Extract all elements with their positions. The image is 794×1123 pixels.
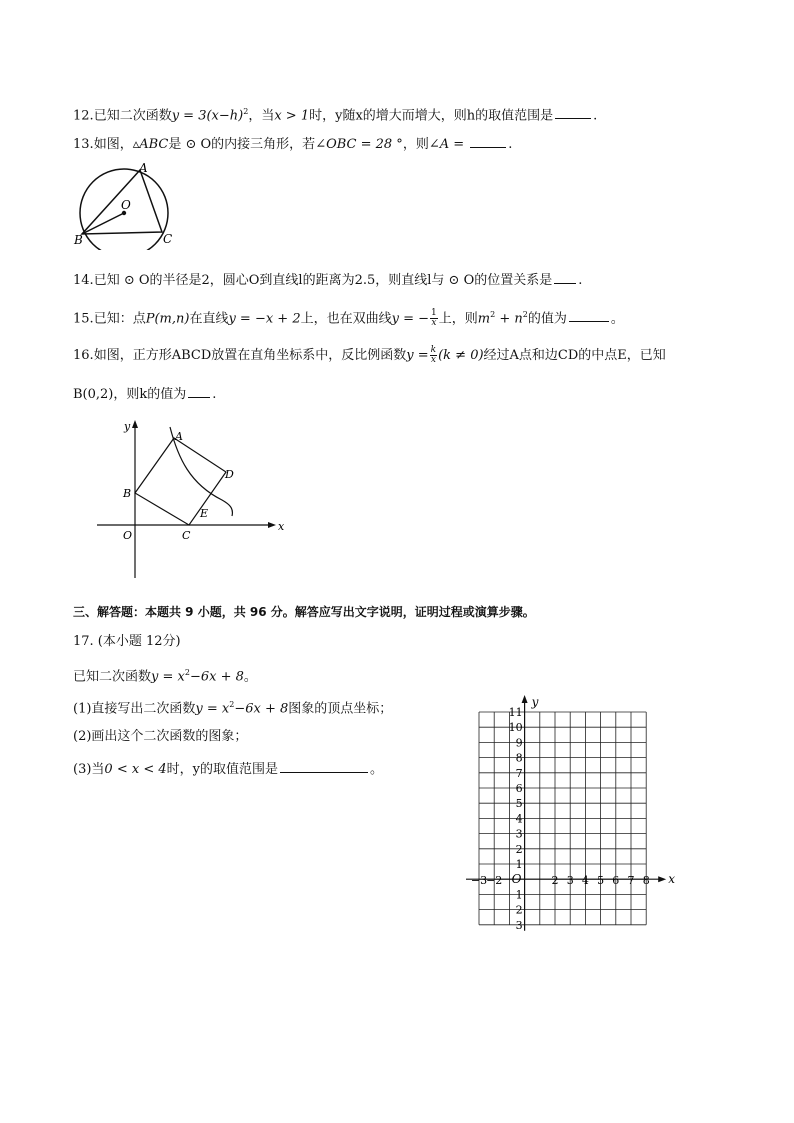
question-text: 在直线 [189, 311, 229, 327]
x-tick-label: 3 [566, 874, 574, 888]
y-tick-label: 1 [515, 888, 523, 902]
question-17-header [73, 633, 181, 651]
math-condition: 0 < x < 4 [104, 762, 167, 777]
question-14 [73, 271, 582, 290]
question-text: B(0,2)，则k的值为 [73, 387, 187, 402]
label-o: O [123, 529, 133, 542]
exponent: 2 [243, 107, 249, 116]
x-tick-label: −3 [470, 874, 488, 888]
exponent: 2 [184, 668, 190, 677]
label-o: O [121, 198, 131, 212]
math-term: m [477, 311, 491, 327]
question-number: 12. [73, 108, 94, 124]
question-15 [73, 304, 624, 330]
question-text: y随x的增大而增大，则h的取值范围是 [335, 108, 554, 124]
answer-blank[interactable] [470, 135, 506, 148]
y-arrow-icon [522, 695, 528, 703]
question-16 [73, 344, 666, 368]
y-tick-label: 8 [515, 751, 523, 765]
question-text: 已知二次函数 [93, 108, 172, 124]
question-text: 时， [309, 108, 336, 124]
fraction [430, 346, 437, 365]
y-tick-label: 1 [515, 858, 523, 871]
y-tick-label: 11 [508, 706, 523, 719]
axis-label-y: y [531, 695, 539, 709]
section-title: 三、解答题：本题共 9 小题，共 96 分。解答应写出文字说明，证明过程或演算步骤。 [73, 605, 535, 619]
question-end: . [508, 137, 513, 152]
question-number: 14. [73, 273, 94, 288]
fraction-denominator: x [430, 355, 436, 365]
math-function: y = x [151, 669, 185, 685]
x-tick-label: 2 [551, 874, 559, 888]
question-text: 已知：点 [93, 311, 146, 327]
math-angle: ∠A = [428, 137, 469, 152]
question-17-part3 [73, 760, 383, 779]
label-b: B [123, 487, 132, 500]
y-tick-label: 10 [508, 721, 523, 735]
fraction [430, 309, 438, 328]
math-line: y = −x + 2 [228, 311, 301, 327]
y-arrow-icon [132, 420, 138, 428]
y-tick-label: 2 [515, 903, 523, 917]
fraction-numerator: 1 [431, 308, 437, 319]
question-17-part2 [73, 728, 247, 746]
math-expression: y = 3(x−h) [171, 108, 244, 124]
answer-blank[interactable] [555, 106, 591, 119]
question-end: . [212, 387, 217, 402]
y-tick-label: 7 [515, 766, 523, 780]
x-arrow-icon [268, 522, 276, 528]
label-a: A [175, 430, 183, 443]
question-text: 如图，正方形ABCD放置在直角坐标系中，反比例函数 [93, 348, 407, 363]
question-text: 上，也在双曲线 [300, 311, 392, 327]
section-heading [73, 603, 535, 621]
question-text: (1)直接写出二次函数 [73, 701, 196, 717]
question-text: 如图， [93, 137, 133, 152]
question-17-part1 [73, 696, 392, 718]
exponent: 2 [229, 700, 235, 709]
y-tick-label: 4 [515, 812, 523, 826]
x-tick-label: −2 [486, 874, 503, 888]
origin-label: O [511, 872, 522, 887]
x-arrow-icon [658, 876, 666, 882]
x-tick-label: 4 [581, 874, 589, 888]
fraction-denominator: x [431, 318, 437, 329]
question-number: 16. [73, 348, 94, 363]
label-b: B [74, 233, 83, 247]
question-text: 时，y的取值范围是 [166, 762, 278, 777]
x-tick-label: 7 [627, 874, 635, 888]
question-text: 的值为 [527, 311, 567, 327]
question-text: 经过A点和边CD的中点E，已知 [483, 348, 666, 363]
y-tick-label: 9 [515, 736, 523, 750]
y-tick-label: 3 [515, 827, 523, 841]
math-hyperbola: y = − [391, 311, 430, 327]
math-point: P(m,n) [145, 311, 190, 327]
math-function: y = [406, 348, 429, 363]
math-term: + n [495, 311, 523, 327]
question-text: 上，则 [438, 311, 478, 327]
question-text: (3)当 [73, 762, 105, 777]
label-c: C [163, 232, 173, 246]
label-e: E [200, 507, 209, 520]
question-end: . [593, 108, 598, 124]
exponent: 2 [490, 310, 496, 319]
segment-ob [82, 213, 124, 234]
answer-blank[interactable] [280, 760, 368, 773]
label-a: A [139, 161, 148, 175]
question-17-stem [73, 664, 257, 686]
question-end: . [578, 273, 583, 288]
x-tick-label: 8 [642, 874, 650, 888]
question-12 [73, 103, 597, 125]
question-number: 13. [73, 137, 94, 152]
question-text: 已知二次函数 [73, 669, 152, 685]
answer-blank[interactable] [188, 385, 210, 398]
math-angle: ∠OBC = 28 ° [315, 137, 403, 152]
answer-blank[interactable] [569, 309, 609, 322]
graph-grid[interactable] [462, 694, 677, 934]
coordinate-figure [92, 418, 292, 580]
question-16-line2 [73, 385, 216, 404]
y-tick-label: 2 [515, 842, 523, 856]
math-condition: x > 1 [274, 108, 310, 124]
y-tick-label: 5 [515, 797, 523, 811]
square-abcd [135, 438, 226, 525]
math-function: −6x + 8 [189, 669, 244, 685]
label-d: D [225, 468, 234, 481]
question-end: 。 [243, 669, 257, 685]
y-tick-label: 6 [515, 782, 523, 795]
question-text: ，当 [248, 108, 275, 124]
question-text: 是 ⊙ O的内接三角形，若 [168, 137, 316, 152]
label-y: y [124, 420, 131, 433]
label-x: x [278, 520, 285, 533]
label-c: C [182, 529, 191, 542]
question-text: 已知 ⊙ O的半径是2，圆心O到直线l的距离为2.5，则直线l与 ⊙ O的位置关系是 [93, 273, 553, 288]
answer-blank[interactable] [554, 271, 576, 284]
math-function: y = x [195, 701, 230, 717]
question-text: 图象的顶点坐标； [288, 701, 393, 717]
x-tick-label: 6 [612, 874, 620, 888]
math-triangle: ▵ABC [132, 137, 169, 152]
question-13 [73, 135, 512, 154]
question-end: 。 [369, 762, 383, 777]
math-function: −6x + 8 [234, 701, 289, 717]
axis-label-x: x [668, 872, 675, 887]
x-tick-label: 5 [597, 874, 605, 888]
question-text: ，则 [402, 137, 429, 152]
exponent: 2 [522, 310, 528, 319]
question-text: (2)画出这个二次函数的图象； [73, 729, 248, 744]
question-header: 17. (本小题 12分) [73, 634, 181, 649]
circle-figure [72, 160, 202, 250]
question-end: 。 [610, 311, 624, 327]
question-number: 15. [73, 311, 94, 327]
fraction-numerator: k [430, 345, 437, 355]
math-condition: (k ≠ 0) [438, 348, 484, 363]
y-tick-label: 3 [515, 918, 523, 932]
